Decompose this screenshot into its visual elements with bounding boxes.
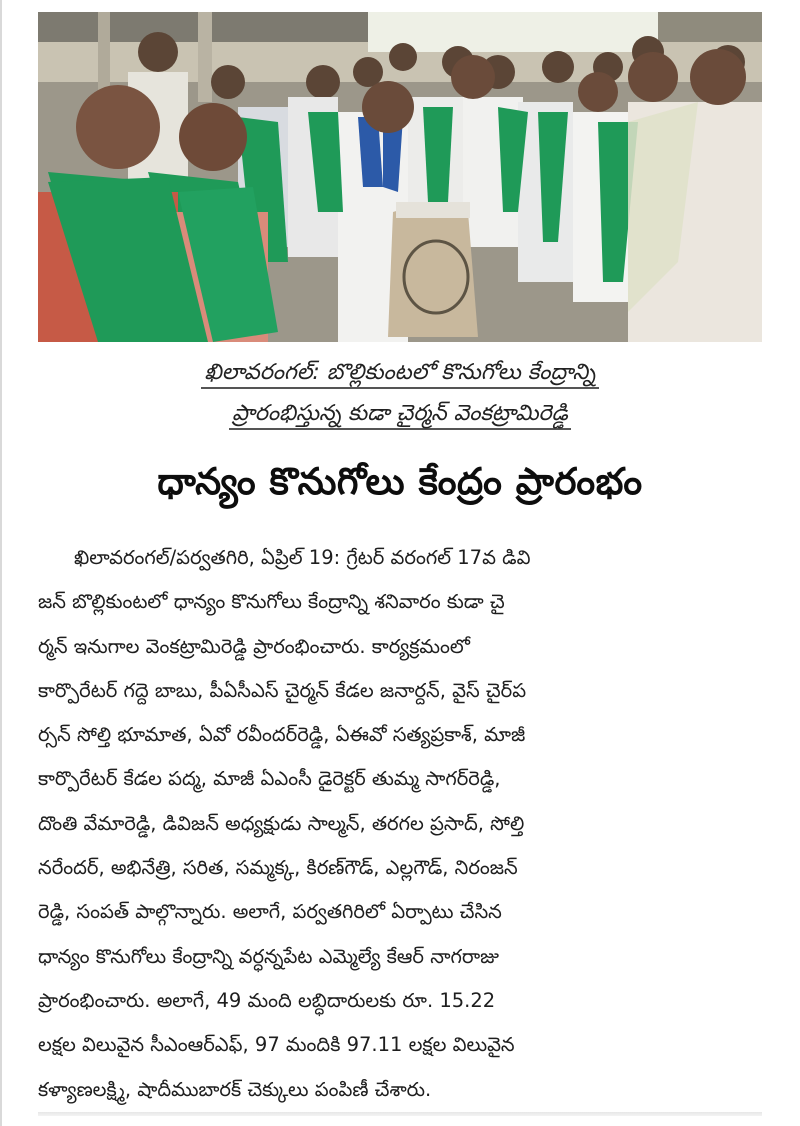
body-line: ప్రారంభించారు. అలాగే, 49 మంది లబ్ధిదారులకు రూ. 15.22 <box>38 988 496 1012</box>
body-line: ధాన్యం కొనుగోలు కేంద్రాన్ని వర్ధన్నపేట ఎమ్మెల్యే కేఆర్ నాగరాజు <box>38 944 499 968</box>
body-line: జన్ బొల్లికుంటలో ధాన్యం కొనుగోలు కేంద్రాన్ని శనివారం కుడా చై <box>38 590 505 614</box>
caption-line-1-text: ఖిలావరంగల్: బొల్లికుంటలో కొనుగోలు కేంద్రాన్ని <box>201 360 598 389</box>
body-line: కార్పొరేటర్ గద్దె బాబు, పీఏసీఎస్ చైర్మన్ కేడల జనార్దన్, వైస్ చైర్‌ప <box>38 678 527 702</box>
body-line: ఖిలావరంగల్/పర్వతగిరి, ఏప్రిల్ 19: గ్రేటర్ వరంగల్ 17వ డివి <box>74 546 531 569</box>
body-line: కార్పొరేటర్ కేడల పద్మ, మాజీ ఏఎంసీ డైరెక్టర్ తుమ్మ సాగర్‌రెడ్డి, <box>38 767 501 791</box>
photo-caption-line-2 <box>38 395 762 433</box>
caption-line-2-text: ప్రారంభిస్తున్న కుడా చైర్మన్ వెంకట్రామిరెడ్డి <box>229 401 571 430</box>
news-photo <box>38 12 762 342</box>
article-body <box>38 536 768 1112</box>
body-line: రెడ్డి, సంపత్ పాల్గొన్నారు. అలాగే, పర్వతగిరిలో ఏర్పాటు చేసిన <box>38 900 502 924</box>
body-line: లక్షల విలువైన సీఎంఆర్‌ఎఫ్, 97 మందికి 97.11 లక్షల విలువైన <box>38 1033 515 1057</box>
body-line: ర్సన్ సోల్తి భూమాత, ఏవో రవీందర్‌రెడ్డి, ఏఈవో సత్యప్రకాశ్, మాజీ <box>38 723 526 747</box>
body-line: కళ్యాణలక్ష్మి, షాదీముబారక్ చెక్కులు పంపిణీ చేశారు. <box>38 1077 432 1101</box>
body-line: దొంతి వేమారెడ్డి, డివిజన్ అధ్యక్షుడు సాల్మన్, తరగల ప్రసాద్, సోల్తి <box>38 811 525 835</box>
body-line: నరేందర్, అభినేత్రి, సరిత, సమ్మక్క, కిరణ్‌గౌడ్, ఎల్లగౌడ్, నిరంజన్ <box>38 856 518 880</box>
body-line: ర్మన్ ఇనుగాల వెంకట్రామిరెడ్డి ప్రారంభించారు. కార్యక్రమంలో <box>38 634 470 658</box>
article-headline: ధాన్యం కొనుగోలు కేంద్రం ప్రారంభం <box>157 460 643 503</box>
bottom-divider <box>38 1112 762 1116</box>
photo-caption-line-1 <box>38 354 762 392</box>
